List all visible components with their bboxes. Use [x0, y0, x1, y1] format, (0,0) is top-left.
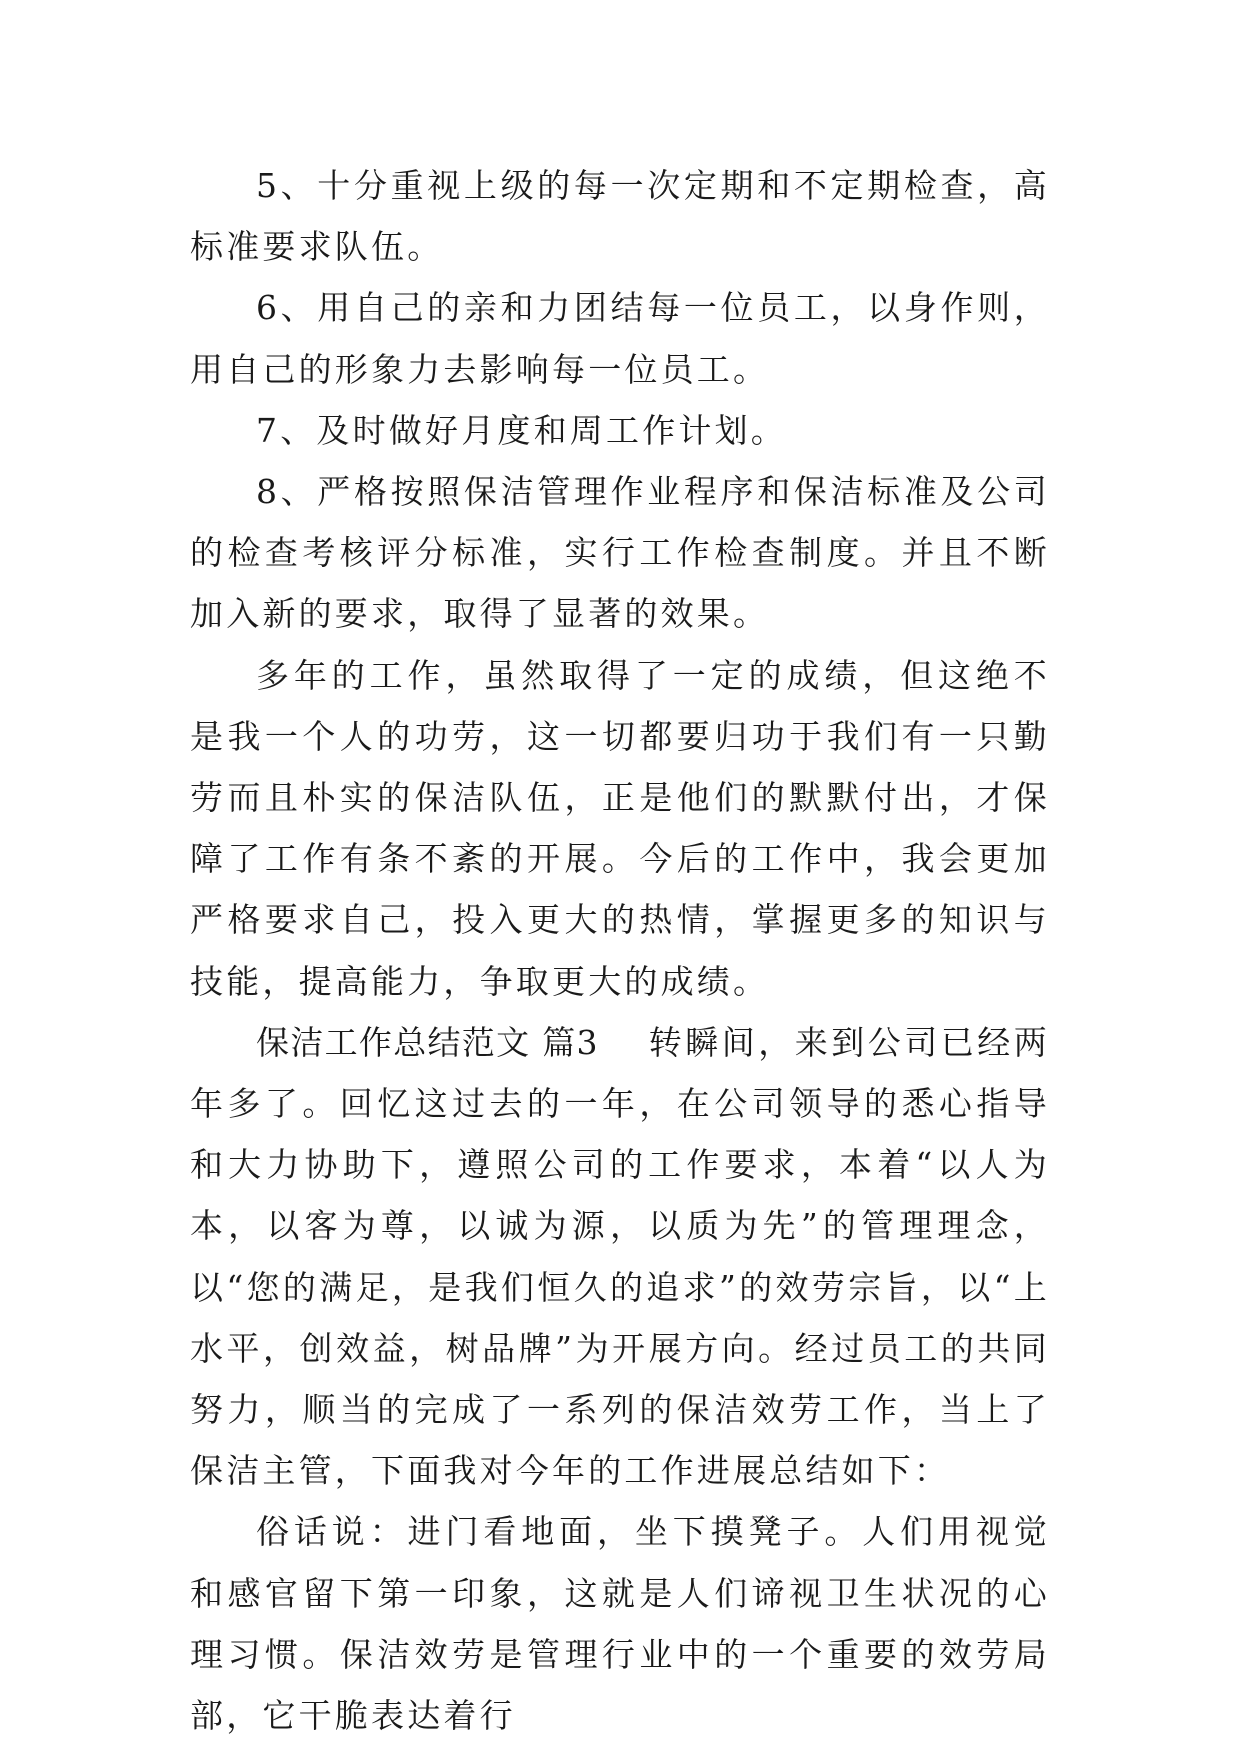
document-body: [190, 155, 1050, 1746]
paragraph-item-7: 7、及时做好月度和周工作计划。: [256, 410, 787, 450]
section-body: 转瞬间，来到公司已经两年多了。回忆这过去的一年，在公司领导的悉心指导和大力协助下，遵照公司的工作要求，本着“以人为本，以客为尊，以诚为源，以质为先”的管理理念，以“您的满足，是我们恒久的追求”的效劳宗旨，以“上水平，创效益，树品牌”为开展方向。经过员工的共同努力，顺当的完成了一系列的保洁效劳工作，当上了保洁主管，下面我对今年的工作进展总结如下：: [190, 1022, 1050, 1491]
closing-paragraph: 俗话说：进门看地面，坐下摸凳子。人们用视觉和感官留下第一印象，这就是人们谛视卫生状况的心理习惯。保洁效劳是管理行业中的一个重要的效劳局部，它干脆表达着行: [190, 1512, 1050, 1736]
section-title: 保洁工作总结范文 篇3: [256, 1022, 599, 1062]
section-paragraph: [190, 1012, 1050, 1502]
paragraph-summary: 多年的工作，虽然取得了一定的成绩，但这绝不是我一个人的功劳，这一切都要归功于我们有一只勤劳而且朴实的保洁队伍，正是他们的默默付出，才保障了工作有条不紊的开展。今后的工作中，我会更加严格要求自己，投入更大的热情，掌握更多的知识与技能，提高能力，争取更大的成绩。: [190, 655, 1050, 1001]
paragraph-item-5: 5、十分重视上级的每一次定期和不定期检查，高标准要求队伍。: [190, 166, 1050, 267]
paragraph-item-8: 8、严格按照保洁管理作业程序和保洁标准及公司的检查考核评分标准，实行工作检查制度。并且不断加入新的要求，取得了显著的效果。: [190, 472, 1050, 634]
paragraph-item-6: 6、用自己的亲和力团结每一位员工，以身作则，用自己的形象力去影响每一位员工。: [190, 288, 1050, 389]
